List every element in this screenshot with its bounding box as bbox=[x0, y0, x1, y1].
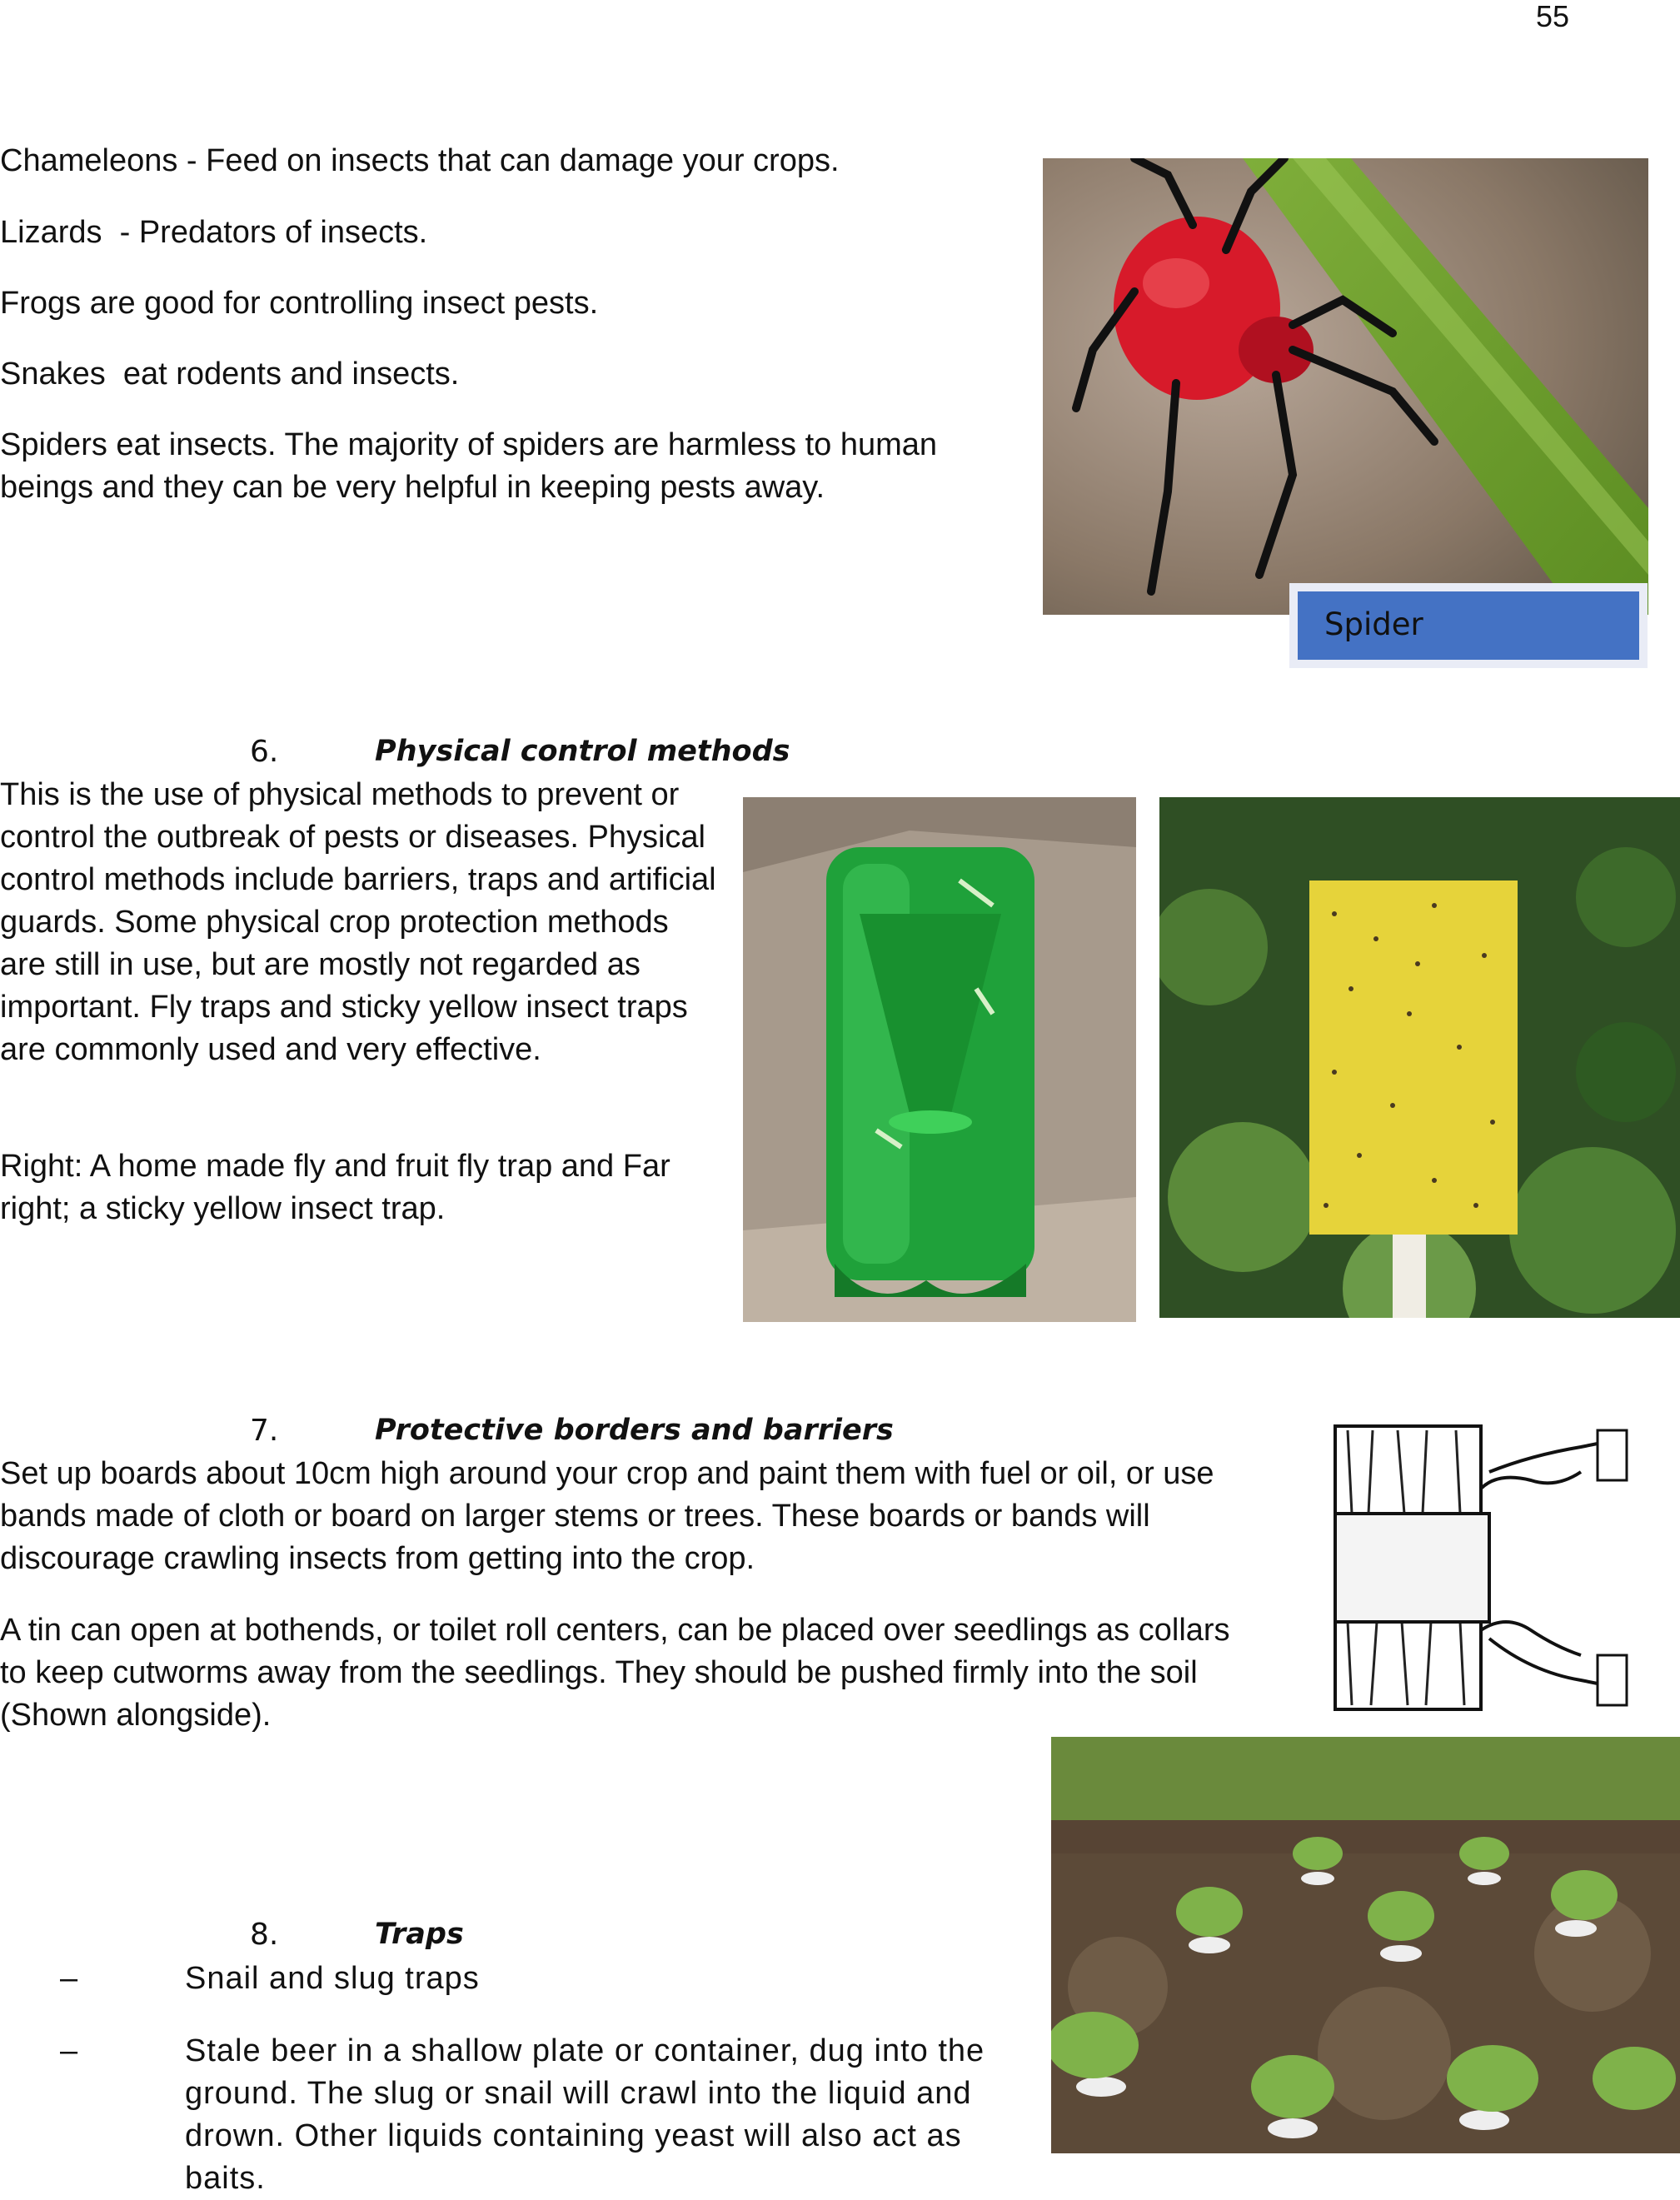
section-7-paragraph2: A tin can open at bothends, or toilet roll centers, can be placed over seedlings as collars to keep cutworms away from the seedlings. They should be pushed firmly into the soil (Shown alongside). bbox=[0, 1613, 1230, 1733]
predator-line-spiders: Spiders eat insects. The majority of spiders are harmless to human beings and they can be very helpful in keeping pests away. bbox=[0, 427, 938, 505]
page-number: 55 bbox=[1535, 0, 1569, 33]
fly-trap-photo bbox=[743, 797, 1136, 1322]
tree-band-illustration bbox=[1331, 1422, 1631, 1714]
section-7-number: 7. bbox=[250, 1414, 279, 1448]
bullet-text: Stale beer in a shallow plate or container, dug into the ground. The slug or snail will crawl into the liquid and drown. Other liquids containing yeast will also act as baits. bbox=[185, 2033, 985, 2196]
section-6-title: Physical control methods bbox=[375, 735, 790, 768]
spider-caption: Spider bbox=[1289, 583, 1648, 668]
bullet-item bbox=[60, 2030, 1026, 2195]
section-7-title: Protective borders and barriers bbox=[375, 1414, 894, 1447]
section-6-heading bbox=[250, 733, 833, 770]
section-7-paragraph1: Set up boards about 10cm high around your crop and paint them with fuel or oil, or use bands made of cloth or board on larger stems or trees. These boards or bands will discourage crawling insects from getting into the crop. bbox=[0, 1456, 1214, 1576]
section-8-title: Traps bbox=[375, 1918, 464, 1951]
bullet-dash: – bbox=[60, 2033, 78, 2068]
section-8-number: 8. bbox=[250, 1918, 279, 1952]
predator-line-frogs: Frogs are good for controlling insect pests. bbox=[0, 286, 599, 321]
sticky-trap-photo bbox=[1159, 797, 1680, 1318]
seedling-collars-photo bbox=[1051, 1737, 1680, 2153]
predator-line-lizards: Lizards - Predators of insects. bbox=[0, 215, 428, 250]
bullet-item bbox=[60, 1958, 1026, 2008]
section-7-heading bbox=[250, 1412, 894, 1449]
predator-line-chameleons: Chameleons - Feed on insects that can damage your crops. bbox=[0, 143, 840, 178]
section-6-number: 6. bbox=[250, 735, 279, 769]
section-8-heading bbox=[250, 1916, 833, 1953]
section-6-paragraph1: This is the use of physical methods to prevent or control the outbreak of pests or diseases. Physical control methods include barriers, traps and artificial guards. Some physical crop protection methods are still in use, but are mostly not regarded as important. Fly traps and sticky yellow insect traps are commonly used and very effective. bbox=[0, 777, 716, 1067]
bullet-text: Snail and slug traps bbox=[185, 1961, 480, 1996]
section-6-paragraph2: Right: A home made fly and fruit fly trap and Far right; a sticky yellow insect trap. bbox=[0, 1149, 671, 1226]
spider-photo bbox=[1043, 158, 1648, 615]
bullet-dash: – bbox=[60, 1961, 78, 1996]
predator-line-snakes: Snakes eat rodents and insects. bbox=[0, 357, 460, 392]
